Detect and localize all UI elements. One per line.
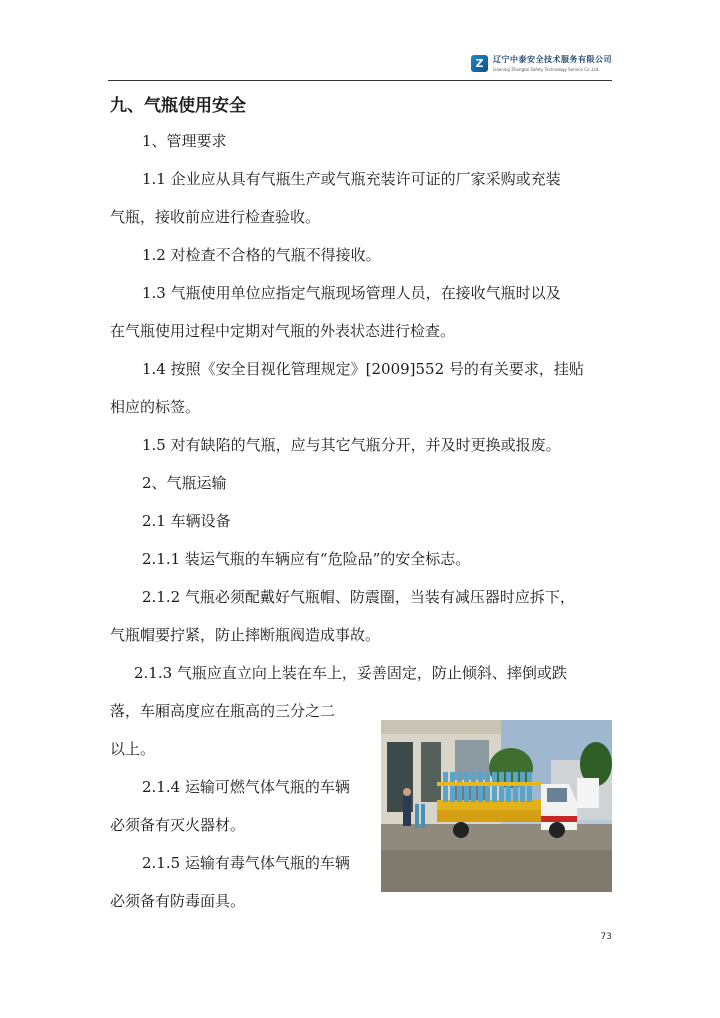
paragraph-line: 2.1 车辆设备 [142,512,231,530]
page-number: 73 [600,932,612,942]
logo-text [493,54,612,72]
truck-image [381,720,612,892]
paragraph-line: 2.1.2 气瓶必须配戴好气瓶帽、防震圈，当装有减压器时应拆下， [142,588,575,606]
paragraph-line: 2.1.3 气瓶应直立向上装在车上，妥善固定，防止倾斜、摔倒或跌 [134,664,567,682]
paragraph-line: 在气瓶使用过程中定期对气瓶的外表状态进行检查。 [110,322,456,340]
company-name-cn: 辽宁中泰安全技术服务有限公司 [493,55,612,64]
paragraph-line: 必须备有灭火器材。 [110,816,246,834]
paragraph-line: 1.1 企业应从具有气瓶生产或气瓶充装许可证的厂家采购或充装 [142,170,561,188]
paragraph-line: 气瓶，接收前应进行检查验收。 [110,208,321,226]
paragraph-line: 1、管理要求 [142,132,227,150]
paragraph-line: 2、气瓶运输 [142,474,227,492]
paragraph-line: 以上。 [110,740,156,758]
paragraph-line: 气瓶帽要拧紧，防止摔断瓶阀造成事故。 [110,626,381,644]
truck-photo [381,720,612,892]
page-header [108,50,612,81]
paragraph-line: 1.5 对有缺陷的气瓶，应与其它气瓶分开，并及时更换或报废。 [142,436,561,454]
paragraph-line: 1.3 气瓶使用单位应指定气瓶现场管理人员，在接收气瓶时以及 [142,284,561,302]
section-title: 九、气瓶使用安全 [110,96,246,116]
paragraph-line: 落，车厢高度应在瓶高的三分之二 [110,702,336,720]
company-name-en: Liaoning Zhongtai Safety Technology Service Co.,Ltd. [493,67,600,72]
paragraph-line: 2.1.5 运输有毒气体气瓶的车辆 [142,854,350,872]
paragraph-line: 1.2 对检查不合格的气瓶不得接收。 [142,246,381,264]
company-logo [471,54,612,72]
paragraph-line: 2.1.1 装运气瓶的车辆应有“危险品”的安全标志。 [142,550,471,568]
paragraph-line: 相应的标签。 [110,398,201,416]
paragraph-line: 2.1.4 运输可燃气体气瓶的车辆 [142,778,350,796]
paragraph-line: 必须备有防毒面具。 [110,892,246,910]
paragraph-line: 1.4 按照《安全目视化管理规定》[2009]552 号的有关要求，挂贴 [142,360,584,378]
logo-icon: Z [471,55,488,72]
